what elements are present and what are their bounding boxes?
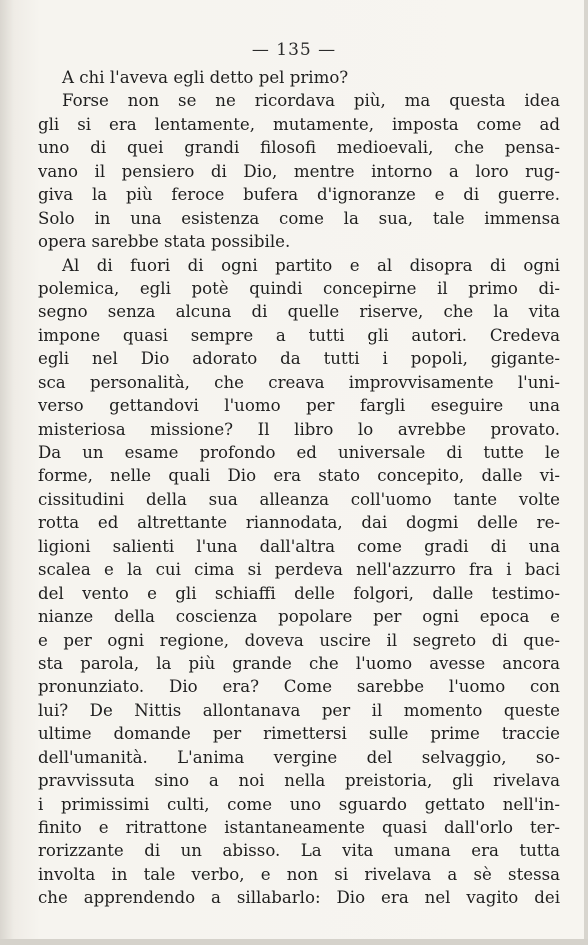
page-bottom-edge [0,939,588,945]
text-line: sca personalità, che creava improvvisamente l'uni- [38,372,560,392]
text-line: pronunziato. Dio era? Come sarebbe l'uomo con [38,677,560,697]
text-line: finito e ritrattone istantaneamente quasi dall'orlo ter- [38,818,560,837]
text-line: polemica, egli potè quindi concepirne il primo di- [38,278,560,298]
text-line: dell'umanità. L'anima vergine del selvaggio, so- [38,747,560,767]
text-line: i primissimi culti, come uno sguardo gettato nell'in- [38,794,560,814]
text-line: gli si era lentamente, mutamente, imposta come ad [38,114,560,134]
text-line: e per ogni regione, doveva uscire il segreto di que- [38,630,560,650]
text-line: scalea e la cui cima si perdeva nell'azzurro fra i baci [38,560,560,580]
text-line: Solo in una esistenza come la sua, tale immensa [38,208,560,228]
text-line: ultime domande per rimettersi sulle prime traccie [38,724,560,744]
text-line: impone quasi sempre a tutti gli autori. Credeva [38,325,560,345]
text-line: pravvissuta sino a noi nella preistoria, gli rivelava [38,771,560,791]
text-line: giva la più feroce bufera d'ignoranze e di guerre. [38,185,560,205]
text-line: vano il pensiero di Dio, mentre intorno a loro rug- [38,161,560,181]
text-line: ligioni salienti l'una dall'altra come gradi di una [38,536,560,556]
text-line: A chi l'aveva egli detto pel primo? [62,68,349,87]
text-line: lui? De Nittis allontanava per il momento queste [38,700,560,720]
body-text [38,66,560,910]
text-line: che apprendendo a sillabarlo: Dio era nel vagito dei [38,888,560,908]
text-line: sta parola, la più grande che l'uomo avesse ancora [38,653,560,673]
text-line: forme, nelle quali Dio era stato concepito, dalle vi- [38,466,560,486]
text-line: rorizzante di un abisso. La vita umana era tutta [38,841,560,861]
text-line: uno di quei grandi filosofi medioevali, che pensa- [38,138,560,158]
text-line: Da un esame profondo ed universale di tutte le [38,443,560,462]
text-line: segno senza alcuna di quelle riserve, che la vita [38,302,560,322]
text-line: del vento e gli schiaffi delle folgori, dalle testimo- [38,583,560,603]
text-line: involta in tale verbo, e non si rivelava a sè stessa [38,864,560,884]
text-line: nianze della coscienza popolare per ogni epoca e [38,607,560,627]
text-line: egli nel Dio adorato da tutti i popoli, gigante- [38,349,560,369]
text-line: misteriosa missione? Il libro lo avrebbe provato. [38,419,560,439]
text-line: rotta ed altrettante riannodata, dai dogmi delle re- [38,513,560,533]
text-line: verso gettandovi l'uomo per fargli eseguire una [38,396,560,416]
text-line: opera sarebbe stata possibile. [38,232,291,252]
text-line: cissitudini della sua alleanza coll'uomo tante volte [38,489,560,509]
page-edge [584,0,588,945]
text-line: Al di fuori di ogni partito e al disopra di ogni [62,255,560,275]
page-number: — 135 — [251,40,337,60]
text-line: Forse non se ne ricordava più, ma questa idea [62,91,560,111]
